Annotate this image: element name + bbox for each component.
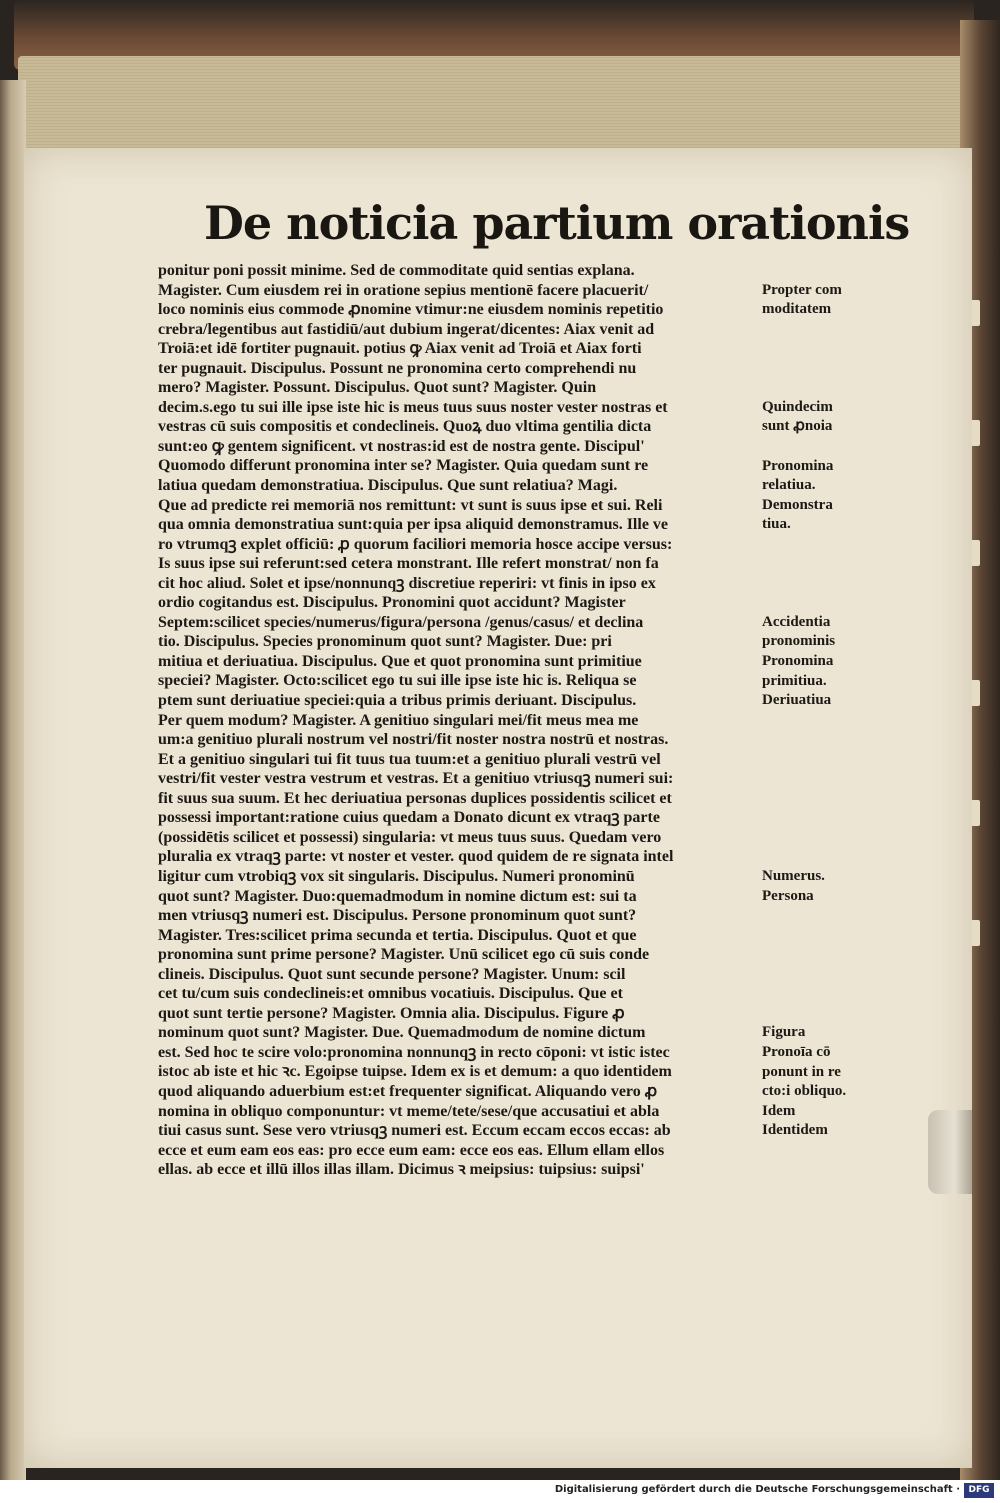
margin-note: Propter com	[762, 281, 842, 298]
text-line: possessi important:ratione cuius quedam a Donato dicunt ex vtraqꝫ parte	[158, 809, 660, 827]
text-line: ro vtrumqꝫ explet officiū: ꝓ quorum faciliori memoria hosce accipe versus:	[158, 535, 673, 553]
text-line: istoc ab iste et hic ꝛc. Egoipse tuipse. Idem ex is et demum: a quo identidem	[158, 1063, 672, 1081]
text-line: qua omnia demonstratiua sunt:quia per ipsa aliquid demonstramus. Ille ve	[158, 516, 669, 534]
page-title: De noticia partium orationis	[204, 196, 910, 250]
page-clip	[928, 1110, 972, 1194]
text-line: ecce et eum eam eos eas: pro ecce eum eam: ecce eos eas. Ellum ellam ellos	[158, 1141, 665, 1159]
book-spine	[0, 80, 26, 1480]
text-line: mitiua et deriuatiua. Discipulus. Que et quot pronomina sunt primitiue	[158, 652, 642, 670]
text-line: ordio cogitandus est. Discipulus. Pronomini quot accidunt? Magister	[158, 594, 626, 612]
margin-note: relatiua.	[762, 477, 816, 494]
text-line: nominum quot sunt? Magister. Due. Quemadmodum de nomine dictum	[158, 1024, 646, 1042]
dfg-logo: DFG	[964, 1483, 994, 1498]
text-line: Troiā:et idē fortiter pugnauit. potius ꝙ Aiax venit ad Troiā et Aiax forti	[158, 340, 642, 358]
margin-note: Demonstra	[762, 496, 833, 513]
text-line: est. Sed hoc te scire volo:pronomina nonnunqꝫ in recto cōponi: vt istic istec	[158, 1043, 670, 1061]
text-line: Septem:scilicet species/numerus/figura/persona /genus/casus/ et declina	[158, 613, 644, 631]
text-line: Magister. Cum eiusdem rei in oratione sepius mentionē facere placuerit/	[158, 281, 649, 299]
margin-note: primitiua.	[762, 672, 827, 689]
text-line: ter pugnauit. Discipulus. Possunt ne pronomina certo comprehendi nu	[158, 359, 637, 377]
text-line: quot sunt tertie persone? Magister. Omnia alia. Discipulus. Figure ꝓ	[158, 1004, 625, 1022]
text-line: Que ad predicte rei memoriā nos remittunt: vt sunt is suus ipse et sui. Reli	[158, 496, 663, 514]
footer-bar	[0, 1480, 1000, 1503]
margin-note: Accidentia	[762, 613, 831, 630]
text-line: pronomina sunt prime persone? Magister. Unū scilicet ego cū suis conde	[158, 946, 650, 964]
text-line: vestri/fit vester vestra vestrum et vestras. Et a genitiuo vtriusqꝫ numeri sui:	[158, 770, 674, 788]
margin-note: Deriuatiua	[762, 692, 832, 709]
text-line: clineis. Discipulus. Quot sunt secunde persone? Magister. Unum: scil	[158, 965, 626, 983]
text-line: pluralia ex vtraqꝫ parte: vt noster et vester. quod quidem de re signata intel	[158, 848, 674, 866]
text-line: quot sunt? Magister. Duo:quemadmodum in nomine dictum est: sui ta	[158, 887, 637, 905]
text-line: fit suus sua suum. Et hec deriuatiua personas duplices possidentis scilicet et	[158, 789, 672, 807]
margin-note: ponunt in re	[762, 1063, 841, 1080]
text-line: vestras cū suis compositis et condeclineis. Quoꝝ duo vltima gentilia dicta	[158, 418, 652, 436]
margin-note: Numerus.	[762, 868, 825, 885]
text-line: cet tu/cum suis condeclineis:et omnibus vocatiuis. Discipulus. Que et	[158, 985, 623, 1003]
margin-note: pronominis	[762, 633, 836, 650]
margin-note: Persona	[762, 887, 814, 904]
text-line: ponitur poni possit minime. Sed de commoditate quid sentias explana.	[158, 262, 635, 279]
body-text	[158, 261, 770, 1180]
text-line: cit hoc aliud. Solet et ipse/nonnunqꝫ discretiue reperiri: vt finis in ipso ex	[158, 574, 656, 592]
margin-note: Idem	[762, 1102, 796, 1119]
margin-note: Quindecim	[762, 398, 833, 415]
text-line: loco nominis eius commode ꝓnomine vtimur:ne eiusdem nominis repetitio	[158, 301, 664, 319]
text-line: ellas. ab ecce et illū illos illas illam. Dicimus ꝛ meipsius: tuipsius: suipsi'	[158, 1161, 645, 1179]
margin-note: tiua.	[762, 516, 791, 533]
margin-note: cto:i obliquo.	[762, 1083, 847, 1100]
text-line: nomina in obliquo componuntur: vt meme/tete/sese/que accusatiui et abla	[158, 1102, 660, 1120]
footer-credit: Digitalisierung gefördert durch die Deutsche Forschungsgemeinschaft ·	[554, 1484, 960, 1495]
margin-note: Pronomina	[762, 653, 834, 669]
text-line: decim.s.ego tu sui ille ipse iste hic is meus tuus suus noster vester nostras et	[158, 398, 668, 416]
margin-note: Figura	[762, 1024, 806, 1041]
text-line: ptem sunt deriuatiue speciei:quia a tribus primis deriuant. Discipulus.	[158, 692, 637, 710]
text-line: tiui casus sunt. Sese vero vtriusqꝫ numeri est. Eccum eccam eccos eccas: ab	[158, 1122, 671, 1140]
text-line: mero? Magister. Possunt. Discipulus. Quot sunt? Magister. Quin	[158, 379, 597, 397]
text-line: speciei? Magister. Octo:scilicet ego tu sui ille ipse iste hic is. Reliqua se	[158, 672, 637, 690]
text-line: tio. Discipulus. Species pronominum quot sunt? Magister. Due: pri	[158, 633, 612, 651]
margin-note: moditatem	[762, 301, 832, 318]
margin-note: Pronoīa cō	[762, 1044, 831, 1060]
text-line: ligitur cum vtrobiqꝫ vox sit singularis. Discipulus. Numeri pronominū	[158, 867, 635, 885]
text-line: men vtriusqꝫ numeri est. Discipulus. Persone pronominum quot sunt?	[158, 907, 637, 925]
text-line: Magister. Tres:scilicet prima secunda et tertia. Discipulus. Quot et que	[158, 926, 637, 944]
text-line: Et a genitiuo singulari tui fit tuus tua tuum:et a genitiuo plurali vestrū vel	[158, 750, 661, 768]
text-line: Per quem modum? Magister. A genitiuo singulari mei/fit meus mea me	[158, 711, 639, 729]
text-line: um:a genitiuo plurali nostrum vel nostri/fit noster nostra nostrū et nostras.	[158, 731, 669, 749]
margin-note: Identidem	[762, 1122, 828, 1139]
text-line: quod aliquando aduerbium est:et frequenter significat. Aliquando vero ꝓ	[158, 1082, 658, 1100]
page-block-edges	[18, 56, 968, 152]
margin-note: Pronomina	[762, 457, 834, 474]
text-line: latiua quedam demonstratiua. Discipulus. Que sunt relatiua? Magi.	[158, 477, 618, 495]
text-line: Is suus ipse sui referunt:sed cetera monstrant. Ille refert monstrat/ non fa	[158, 555, 659, 573]
text-line: Quomodo differunt pronomina inter se? Magister. Quia quedam sunt re	[158, 457, 649, 475]
text-line: sunt:eo ꝙ gentem significent. vt nostras:id est de nostra gente. Discipul'	[158, 437, 645, 455]
text-line: (possidētis scilicet et possessi) singularia: vt meus tuus suus. Quedam vero	[158, 828, 662, 846]
text-line: crebra/legentibus aut fastidiū/aut dubium ingerat/dicentes: Aiax venit ad	[158, 320, 655, 338]
margin-note: sunt ꝓnoia	[762, 418, 833, 435]
